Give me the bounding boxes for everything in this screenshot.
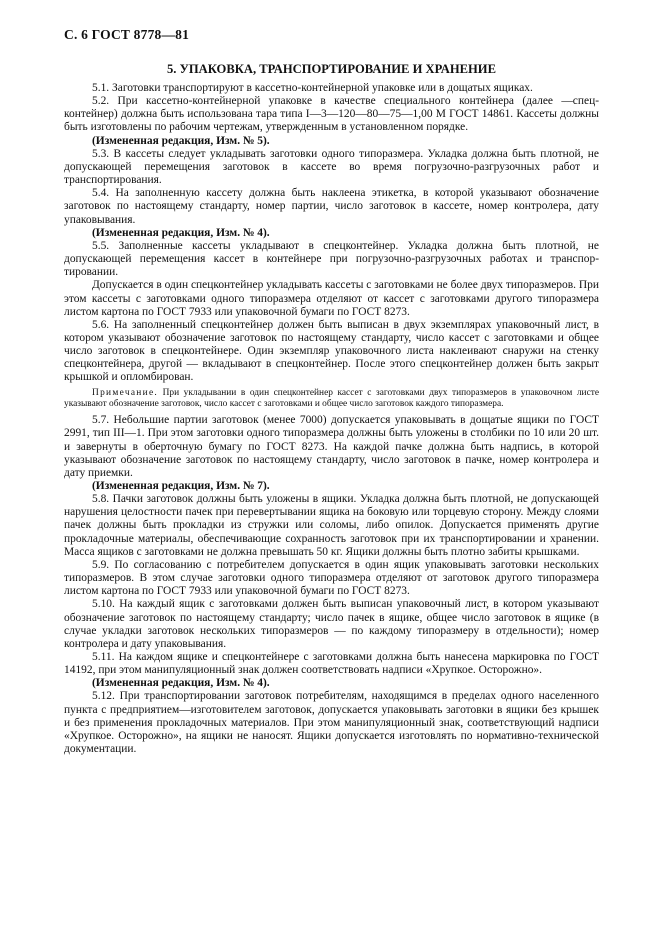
paragraph-5-10: 5.10. На каждый ящик с заготовками должен быть выписан упаковочный лист, в котором указывают обозначение заготовок по настоящему стандарту; число пачек в ящике, общее число заготовок в ящике (в случае укладки заготовок нескольких типоразмеров — по каждому типоразмеру в отдельности); номер контролера и дату упаковывания. <box>64 598 599 650</box>
note <box>64 388 599 411</box>
paragraph-5-7: 5.7. Небольшие партии заготовок (менее 7000) допускается упаковывать в дощатые ящики по ГОСТ 2991, тип III—1. При этом заготовки одного типоразмера должны быть уложены в столбики по 10 или 20 шт. и завернуты в оберточную бумагу по ГОСТ 8273. На каждой пачке должна быть надпись, в которой указывают обозначение заготовок по настоящему стандарту, число заготовок в пачке, номер контролера и дату приемки. <box>64 414 599 479</box>
paragraph-5-4: 5.4. На заполненную кассету должна быть наклеена этикетка, в которой указывают обозначение заготовок по настоящему стандарту, номер партии, число заготовок в кассете, номер контролера, дату упаковывания. <box>64 187 599 226</box>
paragraph-5-2: 5.2. При кассетно-контейнерной упаковке в качестве специального контейнера (далее —спецконтейнер) должна быть использована тара типа I—3—120—80—75—1,00 М ГОСТ 14861. Кассеты должны быть изготовлены по рабочим чертежам, утвержденным в установленном порядке. <box>64 95 599 134</box>
section-body <box>64 82 599 756</box>
paragraph-5-6: 5.6. На заполненный спецконтейнер должен быть выписан в двух экземплярах упаковочный лист, в котором указывают обозначение заготовок по настоящему стандарту, число кассет с заготовками и общее число заготовок в спецконтейнере. Один экземпляр упаковочного листа наклеивают снаружи на стенку спецконтейнера, другой — вкладывают в спецконтейнер. После этого спецконтейнер должен быть закрыт крышкой и опломбирован. <box>64 318 599 384</box>
paragraph-5-12: 5.12. При транспортировании заготовок потребителям, находящимся в пределах одного населенного пункта с предприятием—изготовителем заготовок, допускается упаковывать заготовки в ящики без крышек и без применения прокладочных материалов. При этом манипуляционный знак, соответствующий надписи «Хрупкое. Осторожно», на ящики не наносят. Ящики допускается изготовлять по нормативно-технической документации. <box>64 690 599 756</box>
note-text: При укладывании в один спецконтейнер кассет с заготовками двух типоразмеров в упаковочном листе указывают обозначение заготовок, число кассет с заготовками и общее число заготовок каждого типоразмера. <box>64 387 599 409</box>
paragraph-5-9: 5.9. По согласованию с потребителем допускается в один ящик упаковывать заготовки нескольких типоразмеров. В этом случае заготовки одного типоразмера отделяют от заготовок другого типоразмера листом картона по ГОСТ 7933 или упаковочной бумаги по ГОСТ 8273. <box>64 558 599 598</box>
section-title: 5. УПАКОВКА, ТРАНСПОРТИРОВАНИЕ И ХРАНЕНИЕ <box>166 62 497 76</box>
paragraph-5-5: 5.5. Заполненные кассеты укладывают в спецконтейнер. Укладка должна быть плотной, не допускающей перемещения кассет в контейнере при погрузочно-разгрузочных работах и транспортировании. <box>64 239 599 279</box>
note-label: Примечание. <box>92 387 159 398</box>
paragraph-5-1: 5.1. Заготовки транспортируют в кассетно-контейнерной упаковке или в дощатых ящиках. <box>92 82 533 94</box>
paragraph-5-8: 5.8. Пачки заготовок должны быть уложены в ящики. Укладка должна быть плотной, не допускающей нарушения целостности пачек при перевертывании ящика на боковую или торцевую сторону. Между слоями пачек должны быть прокладки из стружки или соломы, либо опилок. Допускается применять другие прокладочные материалы, обеспечивающие сохранность заготовок при их транспортировании и хранении. Масса ящиков с заготовками не должна превышать 50 кг. Ящики должны быть плотно забиты крышками. <box>64 493 599 558</box>
revision-note-1: (Измененная редакция, Изм. № 5). <box>92 134 270 147</box>
revision-note-4: (Измененная редакция, Изм. № 4). <box>92 677 270 690</box>
page-header: С. 6 ГОСТ 8778—81 <box>64 27 190 42</box>
revision-note-2: (Измененная редакция, Изм. № 4). <box>92 226 270 239</box>
revision-note-3: (Измененная редакция, Изм. № 7). <box>92 479 270 492</box>
paragraph-5-11: 5.11. На каждом ящике и спецконтейнере с заготовками должна быть нанесена маркировка по ГОСТ 14192, при этом манипуляционный знак должен соответствовать надписи «Хрупкое. Осторожно». <box>64 651 599 677</box>
paragraph-5-3: 5.3. В кассеты следует укладывать заготовки одного типоразмера. Укладка должна быть плотной, не допускающей перемещения заготовок в кассете во время погрузочно-разгрузочных работ и транспортирования. <box>64 147 599 187</box>
paragraph-5-5-continued: Допускается в один спецконтейнер укладывать кассеты с заготовками не более двух типоразмеров. При этом кассеты с заготовками одного типоразмера отделяют от кассет с заготовками другого типоразмера листом картона по ГОСТ 7933 или упаковочной бумаги по ГОСТ 8273. <box>64 279 599 318</box>
